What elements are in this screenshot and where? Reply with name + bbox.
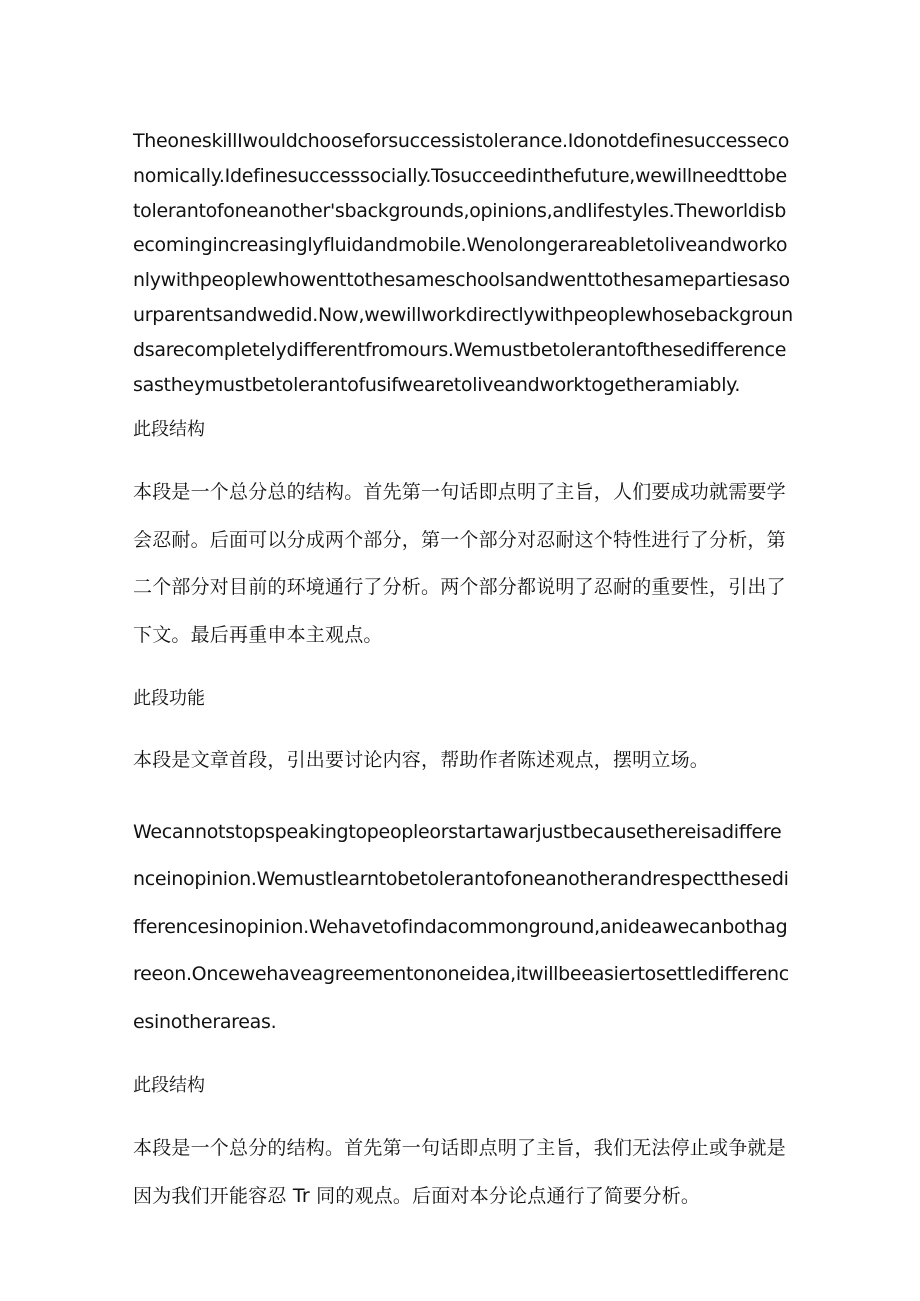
section-label-structure-1: 此段结构 [133,419,205,441]
chinese-paragraph-3: 本段是一个总分的结构。首先第一句话即点明了主旨，我们无法停止或争就是因为我们开能容忍 Tr 同的观点。后面对本分论点通行了简要分析。 [133,1137,786,1207]
section-label-structure-2: 此段结构 [133,1075,205,1097]
english-paragraph-1: TheoneskillIwouldchooseforsuccessistolerance.Idonotdefinesuccesseconomically.Idefinesuccesssocially.Tosucceedinthefuture,wewillneedttobetolerantofoneanother'sbackgrounds,opinions,andlifestyles.Theworldisbecomingincreasinglyfluidandmobile.Wenolongerareabletoliveandworkonlywithpeoplewhowenttothesameschoolsandwenttothesamepartiesasourparentsandwedid.Now,wewillworkdirectlywithpeoplewhosebackgroundsarecompletelydifferentfromours.Wemustbetolerantofthesedifferencesastheymustbetolerantofusifwearetoliveandworktogetheramiably. [133,130,793,396]
chinese-paragraph-1: 本段是一个总分总的结构。首先第一句话即点明了主旨，人们要成功就需要学会忍耐。后面可以分成两个部分，第一个部分对忍耐这个特性进行了分析，第二个部分对目前的环境通行了分析。两个部分都说明了忍耐的重要性，引出了下文。最后再重申本主观点。 [133,481,786,646]
english-paragraph-2: Wecannotstopspeakingtopeopleorstartawarjustbecausethereisadifferenceinopinion.Wemustlearntobetolerantofoneanotherandrespectthesedifferencesinopinion.Wehavetofindacommonground,anideawecanbothagreeon.Oncewehaveagreementononeidea,itwillbeeasiertosettledifferencesinotherareas. [133,820,789,1033]
chinese-paragraph-2: 本段是文章首段，引出要讨论内容，帮助作者陈述观点，摆明立场。 [133,749,710,772]
section-label-function: 此段功能 [133,688,205,710]
document-page [133,124,793,1220]
